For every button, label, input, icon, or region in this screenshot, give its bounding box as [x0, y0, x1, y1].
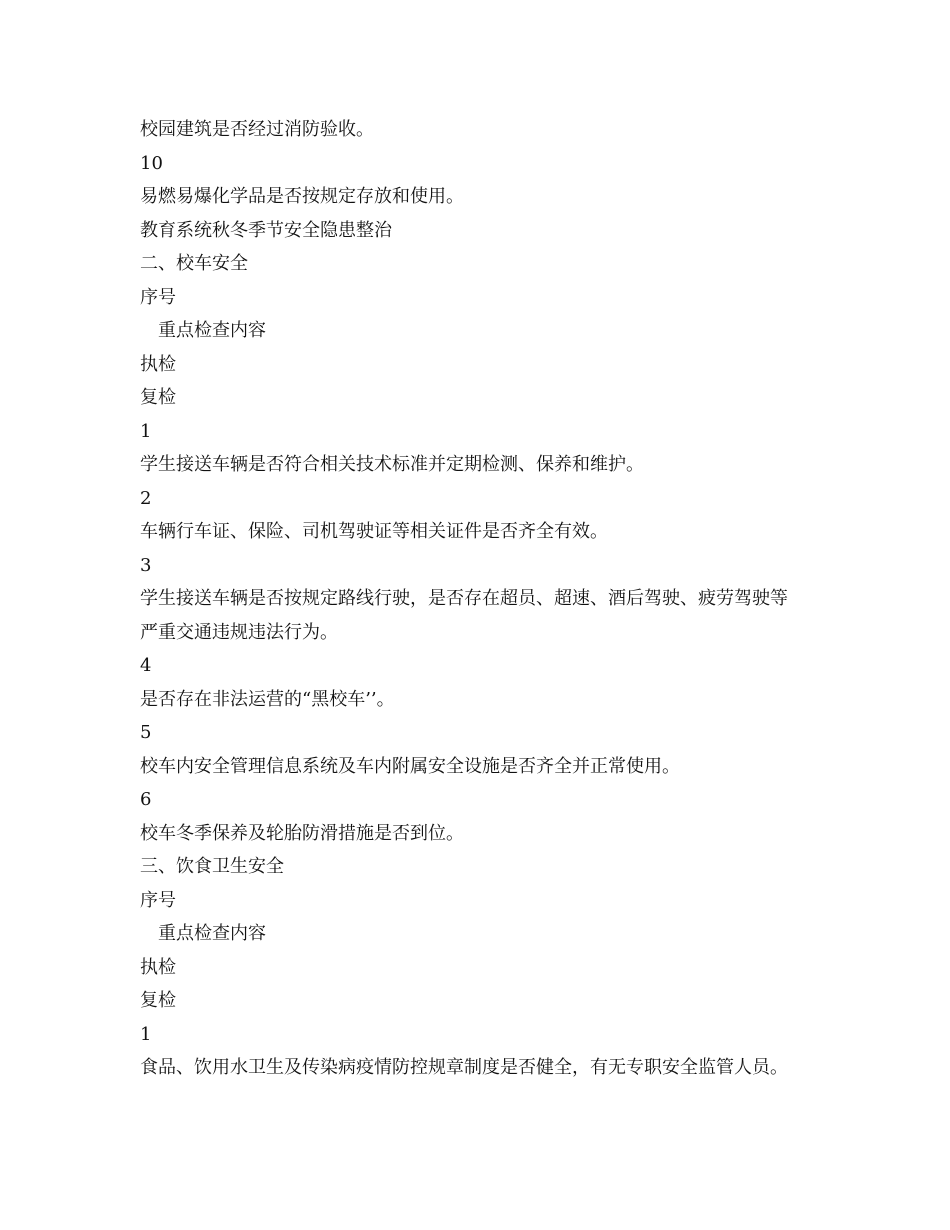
section-title: 教育系统秋冬季节安全隐患整治 [140, 219, 392, 241]
table-header-index: 序号 [140, 286, 176, 308]
item-text: 学生接送车辆是否按规定路线行驶，是否存在超员、超速、酒后驾驶、疲劳驾驶等 [140, 588, 788, 609]
item-number: 2 [140, 487, 152, 509]
item-text: 车辆行车证、保险、司机驾驶证等相关证件是否齐全有效。 [140, 521, 608, 542]
item-text: 学生接送车辆是否符合相关技术标准并定期检测、保养和维护。 [140, 454, 644, 475]
table-header-content: 重点检查内容 [158, 320, 266, 341]
table-header-index: 序号 [140, 889, 176, 911]
table-header-recheck: 复检 [140, 387, 176, 408]
item-number: 1 [140, 420, 152, 442]
table-header-recheck: 复检 [140, 990, 176, 1011]
item-text-continued: 严重交通违规违法行为。 [140, 621, 338, 643]
table-header-check: 执检 [140, 353, 176, 375]
item-text: 校车内安全管理信息系统及车内附属安全设施是否齐全并正常使用。 [140, 755, 680, 777]
document-body [140, 113, 830, 1085]
section-heading: 二、校车安全 [140, 253, 248, 274]
item-number: 4 [140, 655, 152, 676]
table-header-check: 执检 [140, 956, 176, 978]
item-number: 3 [140, 554, 152, 576]
item-text: 校车冬季保养及轮胎防滑措施是否到位。 [140, 822, 464, 844]
item-text: 食品、饮用水卫生及传染病疫情防控规章制度是否健全，有无专职安全监管人员。 [140, 1057, 788, 1078]
item-number: 1 [140, 1023, 152, 1045]
text-line: 校园建筑是否经过消防验收。 [140, 119, 374, 140]
text-line: 10 [140, 152, 163, 174]
table-header-content: 重点检查内容 [158, 923, 266, 944]
text-line: 易燃易爆化学品是否按规定存放和使用。 [140, 186, 464, 207]
item-text: 是否存在非法运营的“黑校车’’。 [140, 688, 395, 710]
section-heading: 三、饮食卫生安全 [140, 856, 284, 877]
item-number: 5 [140, 722, 152, 743]
item-number: 6 [140, 789, 152, 810]
